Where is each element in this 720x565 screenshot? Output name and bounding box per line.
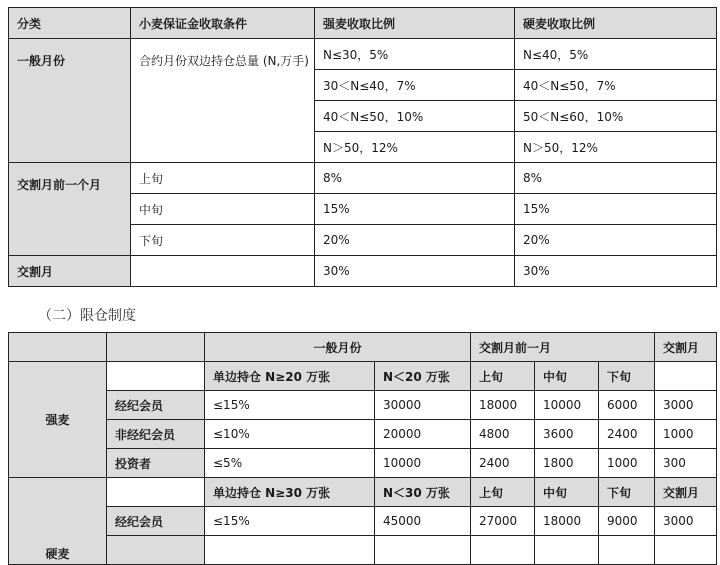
- margin-table: [8, 7, 717, 287]
- sub-header-cell: [655, 362, 717, 391]
- table-row: [9, 362, 717, 391]
- limit-cell: [535, 536, 599, 565]
- limit-cell: 45000: [375, 507, 471, 536]
- limit-cell: 6000: [599, 391, 655, 420]
- limit-cell: 10000: [535, 391, 599, 420]
- sub-header-cell: 上旬: [471, 362, 535, 391]
- pre-delivery-label: 交割月前一个月: [9, 163, 131, 256]
- strong-rate-cell: N≤30，5%: [315, 39, 515, 70]
- table-row: [9, 391, 717, 420]
- limit-cell: 1000: [655, 420, 717, 449]
- table-row: [9, 420, 717, 449]
- member-type-cell: 经纪会员: [107, 391, 205, 420]
- limit-cell: 20000: [375, 420, 471, 449]
- delivery-month-label: 交割月: [9, 256, 131, 287]
- sub-header-cell: 单边持仓 N≥30 万张: [205, 478, 375, 507]
- strong-rate-cell: 30%: [315, 256, 515, 287]
- limit-cell: 3000: [655, 507, 717, 536]
- header-pre-delivery-month: 交割月前一月: [471, 333, 655, 362]
- limit-cell: [599, 536, 655, 565]
- limit-cell: 3600: [535, 420, 599, 449]
- limit-cell: 1000: [599, 449, 655, 478]
- sub-header-cell: N＜20 万张: [375, 362, 471, 391]
- header-strong-wheat-rate: 强麦收取比例: [315, 8, 515, 39]
- hard-rate-cell: 20%: [515, 225, 717, 256]
- strong-rate-cell: 15%: [315, 194, 515, 225]
- member-type-cell: 投资者: [107, 449, 205, 478]
- limit-cell: ≤15%: [205, 507, 375, 536]
- limit-cell: ≤5%: [205, 449, 375, 478]
- hard-wheat-label: 硬麦: [9, 478, 107, 565]
- sub-header-cell: N＜30 万张: [375, 478, 471, 507]
- member-type-cell: [107, 536, 205, 565]
- limit-cell: 27000: [471, 507, 535, 536]
- sub-header-cell: 下旬: [599, 362, 655, 391]
- table-row: [9, 478, 717, 507]
- hard-rate-cell: 50＜N≤60，10%: [515, 101, 717, 132]
- hard-rate-cell: N＞50，12%: [515, 132, 717, 163]
- strong-rate-cell: 20%: [315, 225, 515, 256]
- limit-cell: [375, 536, 471, 565]
- strong-rate-cell: N＞50，12%: [315, 132, 515, 163]
- table-row: [9, 39, 717, 70]
- hard-rate-cell: 15%: [515, 194, 717, 225]
- limit-cell: [205, 536, 375, 565]
- strong-rate-cell: 40＜N≤50，10%: [315, 101, 515, 132]
- header-empty-cell: [9, 333, 107, 362]
- header-category: 分类: [9, 8, 131, 39]
- delivery-month-condition: [131, 256, 315, 287]
- sub-header-cell: 单边持仓 N≥20 万张: [205, 362, 375, 391]
- sub-header-cell: 中旬: [535, 478, 599, 507]
- sub-header-empty-cell: [107, 478, 205, 507]
- limit-cell: 1800: [535, 449, 599, 478]
- limit-cell: 300: [655, 449, 717, 478]
- header-hard-wheat-rate: 硬麦收取比例: [515, 8, 717, 39]
- limit-cell: [655, 536, 717, 565]
- position-limit-table: [8, 332, 717, 565]
- period-cell: 上旬: [131, 163, 315, 194]
- limit-cell: 9000: [599, 507, 655, 536]
- header-general-month: 一般月份: [205, 333, 471, 362]
- member-type-cell: 经纪会员: [107, 507, 205, 536]
- header-empty-cell: [107, 333, 205, 362]
- position-limit-header: [9, 333, 717, 362]
- limit-cell: 30000: [375, 391, 471, 420]
- period-cell: 下旬: [131, 225, 315, 256]
- limit-cell: 4800: [471, 420, 535, 449]
- sub-header-cell: 交割月: [655, 478, 717, 507]
- period-cell: 中旬: [131, 194, 315, 225]
- sub-header-cell: 下旬: [599, 478, 655, 507]
- hard-rate-cell: N≤40，5%: [515, 39, 717, 70]
- sub-header-cell: 中旬: [535, 362, 599, 391]
- member-type-cell: 非经纪会员: [107, 420, 205, 449]
- strong-rate-cell: 8%: [315, 163, 515, 194]
- limit-cell: 3000: [655, 391, 717, 420]
- table-row: [9, 256, 717, 287]
- general-month-condition: 合约月份双边持仓总量 (N,万手): [131, 39, 315, 163]
- table-row: [9, 163, 717, 194]
- header-delivery-month: 交割月: [655, 333, 717, 362]
- limit-cell: 18000: [535, 507, 599, 536]
- limit-cell: ≤15%: [205, 391, 375, 420]
- table-row: [9, 449, 717, 478]
- hard-rate-cell: 30%: [515, 256, 717, 287]
- limit-cell: ≤10%: [205, 420, 375, 449]
- limit-cell: 10000: [375, 449, 471, 478]
- hard-rate-cell: 8%: [515, 163, 717, 194]
- section-title: （二）限仓制度: [38, 308, 136, 324]
- limit-cell: 18000: [471, 391, 535, 420]
- strong-rate-cell: 30＜N≤40，7%: [315, 70, 515, 101]
- table-row: [9, 536, 717, 565]
- table-row: [9, 507, 717, 536]
- strong-wheat-label: 强麦: [9, 362, 107, 478]
- margin-table-header: [9, 8, 717, 39]
- hard-rate-cell: 40＜N≤50，7%: [515, 70, 717, 101]
- limit-cell: 2400: [471, 449, 535, 478]
- header-condition: 小麦保证金收取条件: [131, 8, 315, 39]
- sub-header-empty-cell: [107, 362, 205, 391]
- limit-cell: [471, 536, 535, 565]
- general-month-label: 一般月份: [9, 39, 131, 163]
- limit-cell: 2400: [599, 420, 655, 449]
- sub-header-cell: 上旬: [471, 478, 535, 507]
